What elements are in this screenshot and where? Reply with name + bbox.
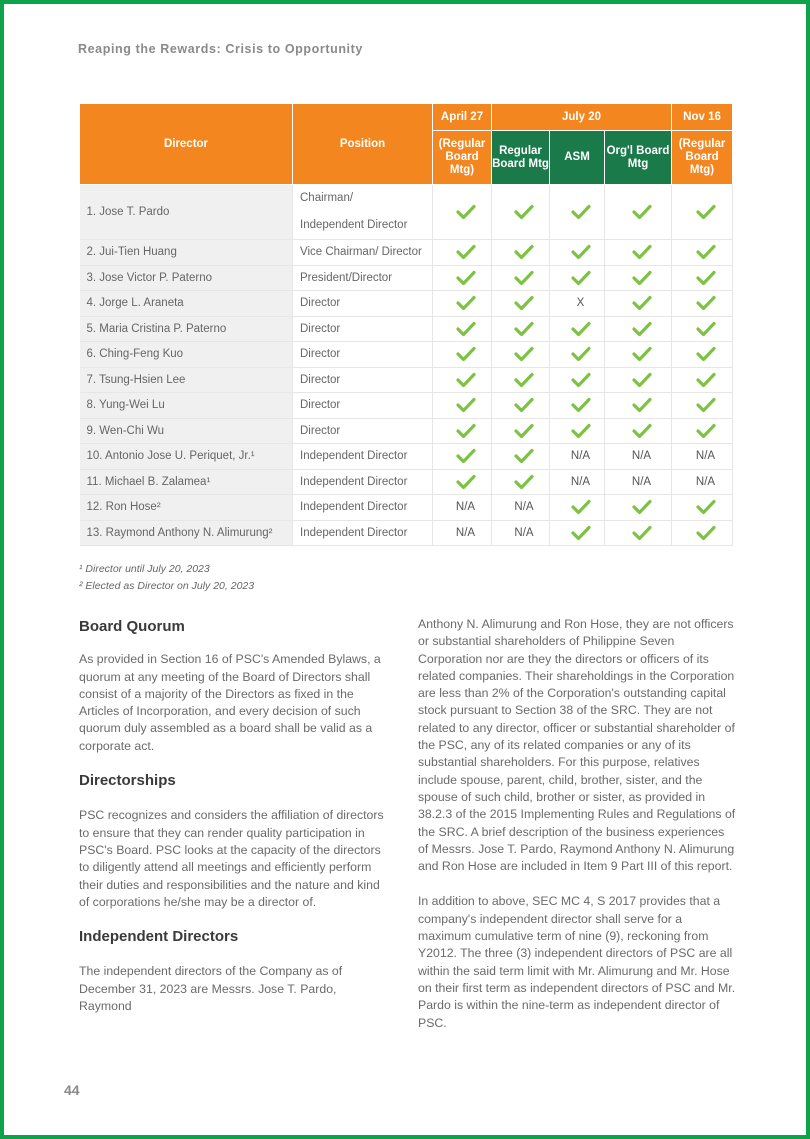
header-orgl: Org'l Board Mtg <box>605 131 672 185</box>
attended-check-icon <box>492 418 550 444</box>
attended-check-icon <box>605 342 672 368</box>
mark-text: N/A <box>570 475 591 488</box>
director-name: 8. Yung-Wei Lu <box>80 393 293 419</box>
attended-check-icon <box>605 495 672 521</box>
attended-check-icon <box>672 342 733 368</box>
director-position: Independent Director <box>293 444 433 470</box>
mark-text: N/A <box>631 450 652 463</box>
attended-check-icon <box>605 185 672 240</box>
director-name: 2. Jui-Tien Huang <box>80 240 293 266</box>
table-row <box>80 495 733 521</box>
director-position <box>293 185 433 240</box>
mark-text: N/A <box>695 450 716 463</box>
director-name: 4. Jorge L. Araneta <box>80 291 293 317</box>
section-heading-directorships: Directorships <box>79 772 176 790</box>
header-director: Director <box>80 104 293 185</box>
mark-text: N/A <box>695 475 716 488</box>
attended-check-icon <box>605 316 672 342</box>
attended-check-icon <box>605 291 672 317</box>
header-regular-july: Regular Board Mtg <box>492 131 550 185</box>
attended-check-icon <box>433 342 492 368</box>
attended-check-icon <box>433 367 492 393</box>
table-row <box>80 418 733 444</box>
mark-text: N/A <box>514 526 534 539</box>
not-applicable-mark <box>672 469 733 495</box>
attended-check-icon <box>550 185 605 240</box>
attended-check-icon <box>550 367 605 393</box>
attended-check-icon <box>492 265 550 291</box>
attended-check-icon <box>433 316 492 342</box>
position-line: Independent Director <box>300 219 408 231</box>
table-row <box>80 444 733 470</box>
table-row <box>80 291 733 317</box>
attended-check-icon <box>672 418 733 444</box>
attended-check-icon <box>672 240 733 266</box>
attended-check-icon <box>433 291 492 317</box>
right-column <box>418 616 736 1032</box>
attended-check-icon <box>550 520 605 546</box>
header-position: Position <box>293 104 433 185</box>
left-column <box>79 618 389 1015</box>
attended-check-icon <box>605 240 672 266</box>
not-applicable-mark <box>492 495 550 521</box>
not-applicable-mark <box>605 444 672 470</box>
board-quorum-text: As provided in Section 16 of PSC's Amended Bylaws, a quorum at any meeting of the Board of Directors shall consist of a majority of the Directors as fixed in the Articles of Incorporation, and every decision of such quorum duly assembled as a board shall be valid as a corporate act. <box>79 652 381 753</box>
table-row <box>80 342 733 368</box>
director-name: 7. Tsung-Hsien Lee <box>80 367 293 393</box>
attended-check-icon <box>605 418 672 444</box>
mark-text: N/A <box>631 475 652 488</box>
attended-check-icon <box>492 185 550 240</box>
director-name: 12. Ron Hose² <box>80 495 293 521</box>
table-row <box>80 469 733 495</box>
attended-check-icon <box>550 316 605 342</box>
attended-check-icon <box>433 444 492 470</box>
director-name: 5. Maria Cristina P. Paterno <box>80 316 293 342</box>
section-heading-independent-directors: Independent Directors <box>79 928 239 946</box>
independent-directors-continued: Anthony N. Alimurung and Ron Hose, they are not officers or substantial shareholders of Philippine Seven Corporation nor are they the directors or officers of its related companies. Their shareholdings in the Corporation are less than 2% of the Corporation's outstanding capital stock pursuant to Section 38 of the SRC. They are not related to any director, officer or substantial shareholder of the PSC, any of its related companies or any of its substantial shareholders. For this purpose, relatives include spouse, parent, child, brother, sister, and the spouse of such child, brother or sister, as provided in 38.2.3 of the 2015 Implementing Rules and Regulations of the SRC. A brief description of the business experiences of Messrs. Jose T. Pardo, Raymond Anthony N. Alimurung and Ron Hose are included in Item 9 Part III of this report. <box>418 617 736 874</box>
absent-mark <box>550 291 605 317</box>
header-date-july: July 20 <box>492 104 672 131</box>
attended-check-icon <box>550 418 605 444</box>
table-row <box>80 240 733 266</box>
attended-check-icon <box>605 265 672 291</box>
table-row <box>80 185 733 240</box>
attended-check-icon <box>605 367 672 393</box>
director-name: 13. Raymond Anthony N. Alimurung² <box>80 520 293 546</box>
attended-check-icon <box>605 393 672 419</box>
table-row <box>80 265 733 291</box>
director-position: Director <box>293 393 433 419</box>
director-name: 1. Jose T. Pardo <box>80 185 293 240</box>
not-applicable-mark <box>550 469 605 495</box>
director-position: Independent Director <box>293 520 433 546</box>
running-title: Reaping the Rewards: Crisis to Opportunity <box>78 42 363 56</box>
mark-text: N/A <box>455 501 476 514</box>
footnote-1: ¹ Director until July 20, 2023 <box>79 563 210 575</box>
director-position: Independent Director <box>293 469 433 495</box>
header-date-nov: Nov 16 <box>672 104 733 131</box>
table-row <box>80 520 733 546</box>
director-name: 10. Antonio Jose U. Periquet, Jr.¹ <box>80 444 293 470</box>
position-line: Chairman/ <box>300 192 354 204</box>
attended-check-icon <box>433 240 492 266</box>
header-date-april: April 27 <box>433 104 492 131</box>
director-position: President/Director <box>293 265 433 291</box>
term-limit-text: In addition to above, SEC MC 4, S 2017 provides that a company's independent director shall serve for a maximum cumulative term of nine (9), reckoning from Y2012. The three (3) independent directors of PSC are all within the said term limit with Mr. Alimurung and Mr. Hose on their first term as independent directors of PSC and Mr. Pardo is within the nine-term as independent director of PSC. <box>418 894 736 1030</box>
director-name: 6. Ching-Feng Kuo <box>80 342 293 368</box>
attended-check-icon <box>492 393 550 419</box>
not-applicable-mark <box>672 444 733 470</box>
director-position: Vice Chairman/ Director <box>293 240 433 266</box>
not-applicable-mark <box>605 469 672 495</box>
footnotes <box>79 561 254 595</box>
header-regular-april: (Regular Board Mtg) <box>433 131 492 185</box>
mark-text: N/A <box>455 526 476 539</box>
mark-text: N/A <box>570 450 591 463</box>
director-position: Director <box>293 367 433 393</box>
mark-text: N/A <box>514 501 534 514</box>
director-name: 9. Wen-Chi Wu <box>80 418 293 444</box>
attended-check-icon <box>433 265 492 291</box>
attended-check-icon <box>433 469 492 495</box>
director-position: Independent Director <box>293 495 433 521</box>
attended-check-icon <box>550 495 605 521</box>
not-applicable-mark <box>433 495 492 521</box>
not-applicable-mark <box>492 520 550 546</box>
not-applicable-mark <box>550 444 605 470</box>
attended-check-icon <box>672 291 733 317</box>
table-row <box>80 367 733 393</box>
table-row <box>80 393 733 419</box>
attended-check-icon <box>550 393 605 419</box>
attended-check-icon <box>433 185 492 240</box>
director-name: 3. Jose Victor P. Paterno <box>80 265 293 291</box>
attended-check-icon <box>492 444 550 470</box>
attended-check-icon <box>492 342 550 368</box>
attendance-table <box>79 103 733 546</box>
table-row <box>80 316 733 342</box>
attended-check-icon <box>672 265 733 291</box>
header-regular-nov: (Regular Board Mtg) <box>672 131 733 185</box>
header-asm: ASM <box>550 131 605 185</box>
attended-check-icon <box>550 265 605 291</box>
attended-check-icon <box>550 342 605 368</box>
director-position: Director <box>293 418 433 444</box>
attended-check-icon <box>433 393 492 419</box>
attended-check-icon <box>492 469 550 495</box>
page-number: 44 <box>64 1082 80 1098</box>
attended-check-icon <box>550 240 605 266</box>
attended-check-icon <box>433 418 492 444</box>
attended-check-icon <box>605 520 672 546</box>
attended-check-icon <box>672 520 733 546</box>
attended-check-icon <box>672 495 733 521</box>
attended-check-icon <box>492 240 550 266</box>
director-position: Director <box>293 316 433 342</box>
director-position: Director <box>293 291 433 317</box>
attended-check-icon <box>672 367 733 393</box>
director-name: 11. Michael B. Zalamea¹ <box>80 469 293 495</box>
independent-directors-text: The independent directors of the Company as of December 31, 2023 are Messrs. Jose T. Pardo, Raymond <box>79 964 343 1014</box>
not-applicable-mark <box>433 520 492 546</box>
attended-check-icon <box>492 367 550 393</box>
attended-check-icon <box>492 316 550 342</box>
attended-check-icon <box>672 316 733 342</box>
directorships-text: PSC recognizes and considers the affiliation of directors to ensure that they can render quality participation in PSC's Board. PSC looks at the capacity of the directors to diligently attend all meetings and efficiently perform their duties and responsibilities and the nature and kind of corporations he/she may be a director of. <box>79 808 384 909</box>
attended-check-icon <box>672 185 733 240</box>
mark-text: X <box>576 297 585 310</box>
attended-check-icon <box>672 393 733 419</box>
footnote-2: ² Elected as Director on July 20, 2023 <box>79 580 255 592</box>
attended-check-icon <box>492 291 550 317</box>
director-position: Director <box>293 342 433 368</box>
section-heading-board-quorum: Board Quorum <box>79 618 185 635</box>
